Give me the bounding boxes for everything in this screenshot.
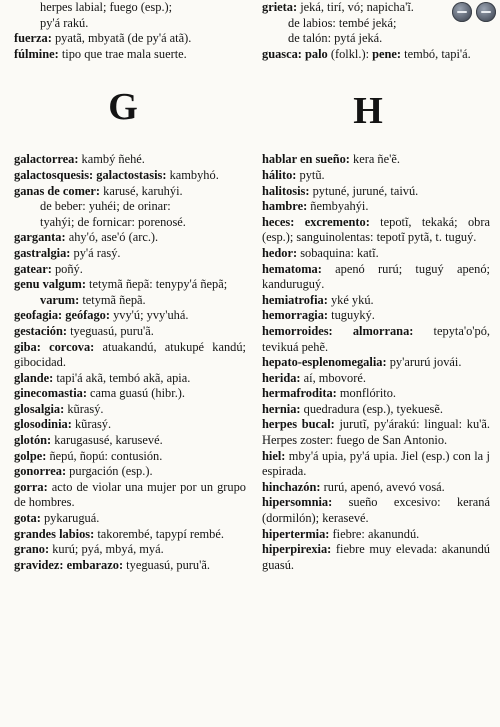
entry-definition: tembó, tapi'á. [401,46,471,61]
dictionary-entry [14,16,246,32]
entry-definition: jeká, tirí, vó; napicha'ĩ. [297,0,414,14]
dictionary-entry [14,184,246,231]
dictionary-entry [14,31,246,47]
dictionary-entry [14,433,246,449]
dictionary-entry [14,371,246,387]
dictionary-entry [14,449,246,465]
dictionary-entry [14,417,246,433]
dictionary-entry [14,480,246,511]
entry-headword: hemorragia: [262,308,329,323]
entry-definition: mby'á upia, py'á upia. Jiel (esp.) con la j espirada. [262,448,490,479]
entry-headword: gravidez: embarazo: [14,557,124,572]
entry-headword: hernia: [262,401,301,416]
entry-definition: karugasusé, karusevé. [51,433,163,448]
entry-text: py'á rakú. [40,15,89,30]
entry-headword: gastralgia: [14,245,71,260]
dictionary-entry [14,511,246,527]
dictionary-entry [262,47,490,63]
entry-definition: pytuné, juruné, taivú. [309,183,419,198]
entry-headword: hermafrodita: [262,386,337,401]
dictionary-entry [14,324,246,340]
entry-definition: (folkl.): [327,46,373,61]
dictionary-entry [14,558,246,574]
entry-headword: hablar en sueño: [262,152,350,167]
entry-headword: herpes bucal: [262,417,335,432]
dictionary-entry [262,542,490,573]
entry-definition: tyeguasú, puru'ã. [123,557,210,572]
entry-headword: guasca: palo [262,46,328,61]
dictionary-entry [262,324,490,355]
entry-headword: hiel: [262,448,286,463]
entry-definition: kambyhó. [166,167,219,182]
entry-definition: tepotĩ, tekaká; obra (esp.); sanguinolentas: tepotĩ pytã, t. tuguý. [262,214,490,245]
dictionary-entry [262,480,490,496]
entry-definition: sueño excesivo: keraná (dormilón); kerasevé. [262,495,490,526]
entry-headword: grieta: [262,0,298,14]
entry-headword: hepato-esplenomegalia: [262,355,387,370]
entry-definition: rurú, apenó, avevó vosá. [320,479,445,494]
dictionary-entry [14,152,246,168]
entry-headword: hiperpirexia: [262,542,332,557]
entry-headword: giba: corcova: [14,339,95,354]
left-entries [14,152,246,573]
entry-headword: hinchazón: [262,479,321,494]
section-letter-h: H [353,90,383,133]
entry-subline: de talón: pytá jeká. [288,31,383,46]
entry-headword: glotón: [14,433,52,448]
entry-headword: fuerza: [14,31,52,46]
entry-definition: py'á rasý. [70,245,121,260]
entry-headword: glosodinia: [14,417,72,432]
right-column [262,0,490,573]
entry-definition: kũrasý. [64,401,104,416]
dictionary-entry [262,355,490,371]
entry-definition: jurutĩ, py'árakú: lingual: ku'ã. Herpes zoster: fuego de San Antonio. [262,417,490,448]
entry-definition: kambý ñehé. [78,152,145,167]
entry-headword: glosalgia: [14,401,65,416]
dictionary-entry [14,464,246,480]
right-top-entries [262,0,490,62]
dictionary-entry [14,340,246,371]
entry-definition: kera ñe'ẽ. [349,152,400,167]
entry-headword: hálito: [262,167,297,182]
entry-definition: tapi'á akã, tembó akã, apia. [53,370,191,385]
dictionary-entry [14,386,246,402]
entry-definition: tuguyký. [328,308,375,323]
entry-headword: glande: [14,370,54,385]
dictionary-entry [262,386,490,402]
entry-headword: pene: [372,46,402,61]
dictionary-entry [262,184,490,200]
dictionary-entry [262,152,490,168]
entry-definition: tyeguasú, puru'ã. [67,323,154,338]
entry-headword: herida: [262,370,301,385]
dictionary-entry [262,262,490,293]
entry-definition: tetymã ñepã. [79,292,146,307]
entry-headword: hedor: [262,245,298,260]
entry-headword: gestación: [14,323,67,338]
entry-definition: cama guasú (hibr.). [86,386,186,401]
entry-text: herpes labial; fuego (esp.); [40,0,173,14]
dictionary-entry [14,262,246,278]
entry-definition: pyatã, mbyatã (de py'á atã). [51,31,192,46]
entry-headword: genu valgum: [14,277,86,292]
entry-definition: quedradura (esp.), tyekuesẽ. [300,401,443,416]
entry-headword: fúlmine: [14,46,59,61]
entry-headword: gatear: [14,261,52,276]
entry-headword: garganta: [14,230,66,245]
entry-definition: apenó rurú; tuguý apenó; kanduruguý. [262,261,490,292]
entry-definition: ahy'ó, ase'ó (arc.). [65,230,159,245]
entry-definition: atuakandú, atukupé kandú; gibocidad. [14,339,246,370]
dictionary-entry [262,527,490,543]
dictionary-entry [14,230,246,246]
entry-headword: hemorroides: almorrana: [262,323,414,338]
entry-headword: golpe: [14,448,47,463]
entry-headword: heces: excremento: [262,214,370,229]
entry-definition: pytũ. [296,167,325,182]
dictionary-entry [14,168,246,184]
section-letter-g: G [108,86,138,129]
entry-definition: aí, mbovoré. [300,370,366,385]
entry-definition: ñepú, ñopú: contusión. [46,448,163,463]
entry-definition: poñý. [51,261,83,276]
entry-definition: py'arurú jovái. [386,355,462,370]
entry-subline: de beber: yuhéi; de orinar: [40,199,171,214]
dictionary-entry [262,449,490,480]
entry-definition: purgación (esp.). [66,464,153,479]
dictionary-entry [14,47,246,63]
entry-definition: kurú; pyá, mbyá, myá. [49,542,164,557]
dictionary-entry [262,402,490,418]
entry-headword: halitosis: [262,183,310,198]
dictionary-entry [262,199,490,215]
entry-definition: takorembé, tapypí rembé. [94,526,224,541]
entry-definition: fiebre muy elevada: akanundú guasú. [262,542,490,572]
dictionary-entry [14,542,246,558]
entry-headword: galactorrea: [14,152,79,167]
dictionary-entry [262,495,490,526]
entry-definition: tipo que trae mala suerte. [58,46,187,61]
entry-headword: geofagia: geófago: [14,308,110,323]
entry-headword: ganas de comer: [14,183,101,198]
entry-definition: kũrasý. [71,417,112,432]
entry-headword: grano: [14,542,50,557]
dictionary-entry [14,246,246,262]
left-column [14,0,246,573]
entry-definition: pykaruguá. [40,511,100,526]
dictionary-entry [262,246,490,262]
entry-definition: sobaquina: katĩ. [297,245,379,260]
dictionary-entry [262,417,490,448]
entry-headword: hemiatrofia: [262,292,328,307]
entry-definition: monflórito. [336,386,396,401]
entry-definition: acto de violar una mujer por un grupo de hombres. [14,479,246,510]
entry-subline: tyahýi; de fornicar: porenosé. [40,214,186,229]
right-entries [262,152,490,573]
dictionary-entry [262,308,490,324]
entry-subline: de labios: tembé jeká; [288,15,397,30]
entry-definition: ñembyahýi. [307,199,369,214]
dictionary-entry [262,168,490,184]
entry-headword: gorra: [14,479,48,494]
entry-definition: yké ykú. [327,292,374,307]
entry-headword: varum: [40,292,80,307]
entry-headword: gonorrea: [14,464,67,479]
dictionary-entry [262,215,490,246]
dictionary-entry [14,527,246,543]
entry-headword: gota: [14,511,41,526]
entry-definition: tepyta'o'pó, tevikuá pehẽ. [262,323,490,354]
entry-headword: hambre: [262,199,308,214]
entry-definition: karusé, karuhýi. [100,183,183,198]
entry-headword: galactosquesis: galactostasis: [14,167,167,182]
entry-headword: grandes labios: [14,526,95,541]
entry-headword: ginecomastia: [14,386,87,401]
entry-headword: hematoma: [262,261,322,276]
entry-headword: hipertermia: [262,526,330,541]
entry-definition: yvy'ú; yvy'uhá. [110,308,189,323]
dictionary-entry [262,0,490,47]
dictionary-entry [262,293,490,309]
entry-headword: hipersomnia: [262,495,333,510]
dictionary-entry [14,402,246,418]
dictionary-entry [14,293,246,309]
left-top-entries [14,0,246,62]
entry-definition: tetymã ñepã: tenypy'á ñepã; [85,277,228,292]
dictionary-entry [14,308,246,324]
entry-definition: fiebre: akanundú. [329,526,420,541]
dictionary-entry [14,0,246,16]
dictionary-entry [262,371,490,387]
dictionary-entry [14,277,246,293]
